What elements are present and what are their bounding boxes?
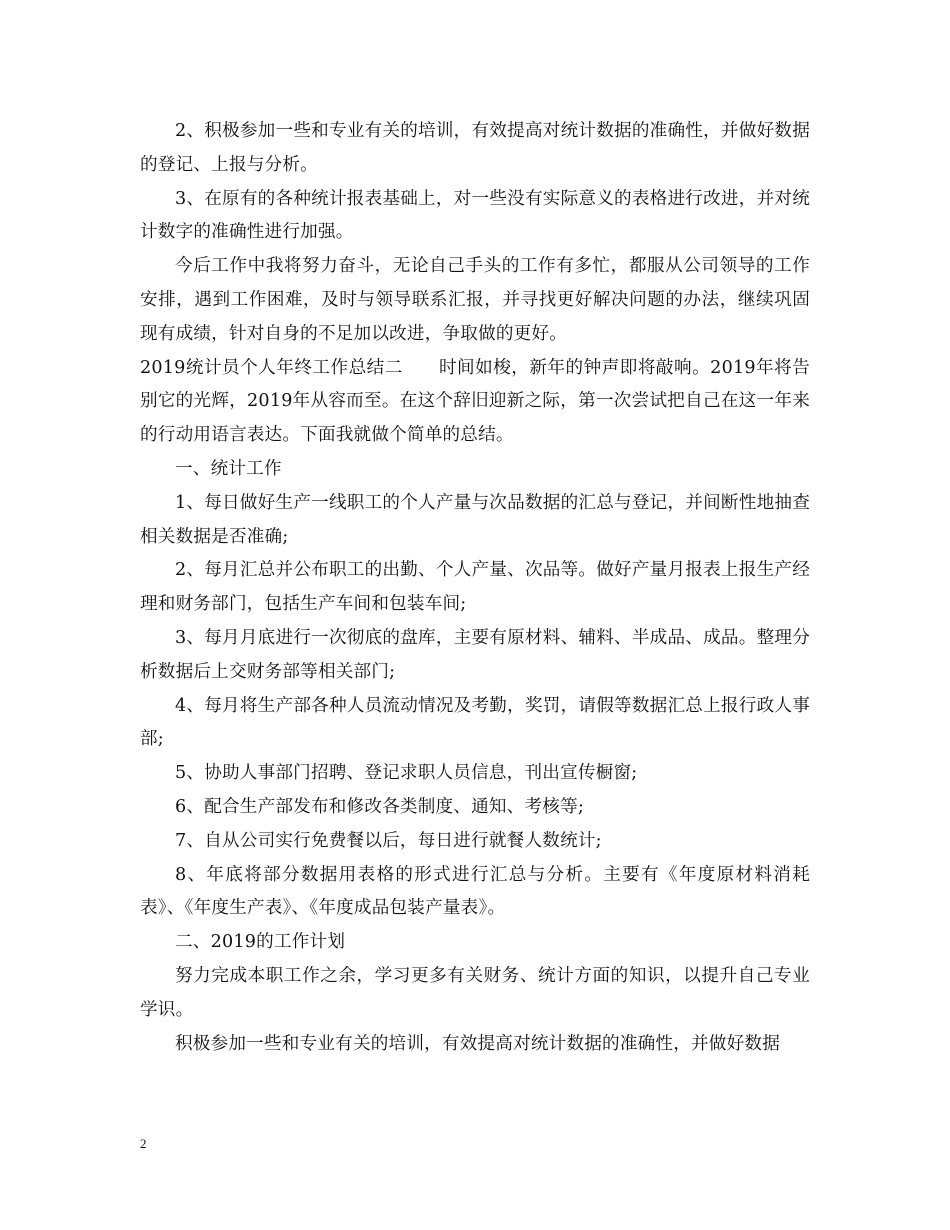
- page-number: 2: [140, 1136, 147, 1151]
- list-item: 2、每月汇总并公布职工的出勤、个人产量、次品等。做好产量月报表上报生产经理和财务部门，包括生产车间和包装车间;: [140, 560, 810, 615]
- paragraph: 努力完成本职工作之余，学习更多有关财务、统计方面的知识，以提升自己专业学识。: [140, 965, 810, 1020]
- paragraph: 积极参加一些和专业有关的培训，有效提高对统计数据的准确性，并做好数据: [175, 1033, 780, 1054]
- list-item: 3、每月月底进行一次彻底的盘库，主要有原材料、辅料、半成品、成品。整理分析数据后上交财务部等相关部门;: [140, 627, 810, 682]
- document-body: [140, 115, 810, 1061]
- paragraph: 今后工作中我将努力奋斗，无论自己手头的工作有多忙，都服从公司领导的工作安排，遇到工作困难，及时与领导联系汇报，并寻找更好解决问题的办法，继续巩固现有成绩，针对自身的不足加以改进，争取做的更好。: [140, 256, 810, 344]
- list-item: 1、每日做好生产一线职工的个人产量与次品数据的汇总与登记，并间断性地抽查相关数据是否准确;: [140, 492, 810, 547]
- list-item: 6、配合生产部发布和修改各类制度、通知、考核等;: [175, 796, 584, 817]
- list-item: 7、自从公司实行免费餐以后，每日进行就餐人数统计;: [175, 830, 602, 851]
- subheading: 二、2019的工作计划: [175, 932, 346, 953]
- list-item: 5、协助人事部门招聘、登记求职人员信息，刊出宣传橱窗;: [175, 763, 638, 784]
- paragraph: 3、在原有的各种统计报表基础上，对一些没有实际意义的表格进行改进，并对统计数字的准确性进行加强。: [140, 188, 810, 243]
- list-item: 4、每月将生产部各种人员流动情况及考勤，奖罚，请假等数据汇总上报行政人事部;: [140, 695, 810, 750]
- paragraph: 2、积极参加一些和专业有关的培训，有效提高对统计数据的准确性，并做好数据的登记、上报与分析。: [140, 121, 810, 175]
- subheading: 一、统计工作: [175, 458, 282, 479]
- list-item: 8、年底将部分数据用表格的形式进行汇总与分析。主要有《年度原材料消耗表》、《年度生产表》、《年度成品包装产量表》。: [140, 864, 810, 919]
- section-heading-paragraph: 2019统计员个人年终工作总结二 时间如梭，新年的钟声即将敲响。2019年将告别它的光辉，2019年从容而至。在这个辞旧迎新之际，第一次尝试把自己在这一年来的行动用语言表达。下面我就做个简单的总结。: [140, 357, 810, 446]
